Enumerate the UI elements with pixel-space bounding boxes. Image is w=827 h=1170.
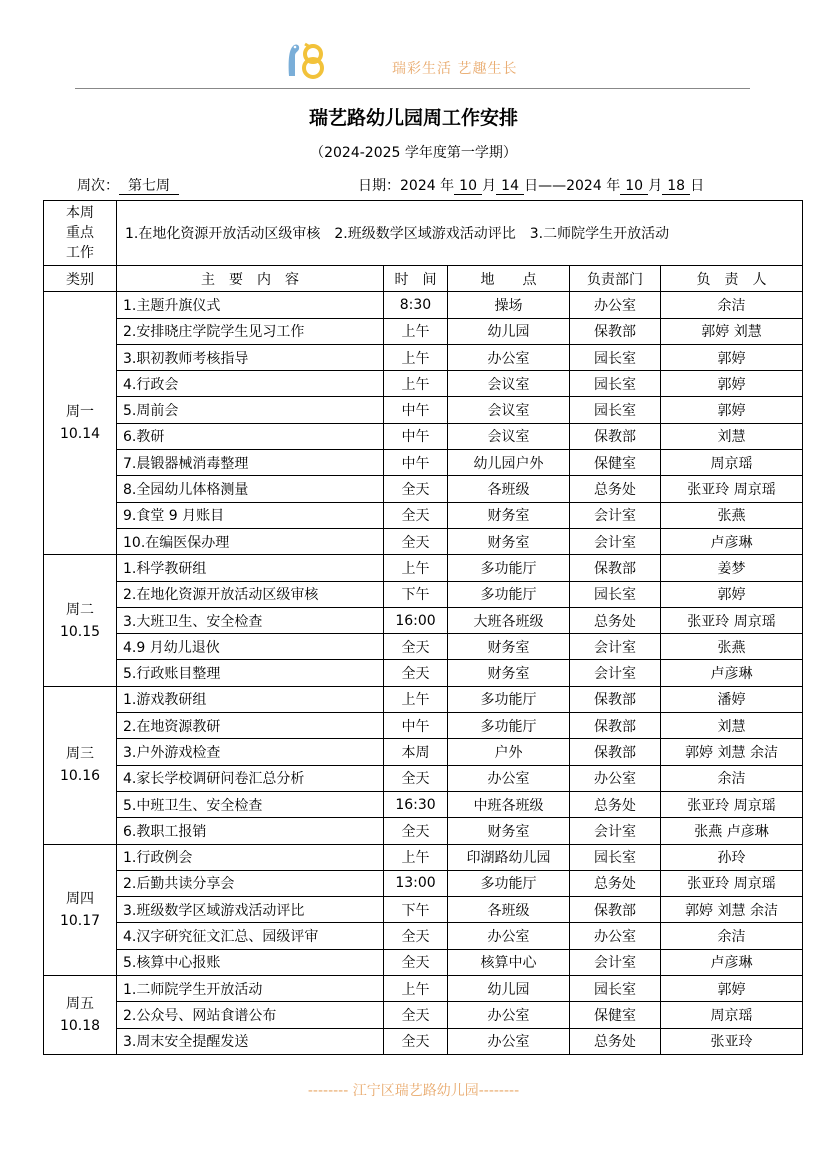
department-cell: 保教部 — [570, 318, 661, 344]
location-cell: 会议室 — [448, 371, 570, 397]
time-cell: 全天 — [384, 765, 448, 791]
department-cell: 总务处 — [570, 476, 661, 502]
location-cell: 办公室 — [448, 765, 570, 791]
time-cell: 上午 — [384, 844, 448, 870]
day-char: 日 — [524, 178, 539, 194]
table-row — [44, 765, 803, 791]
person-cell: 孙玲 — [661, 844, 803, 870]
table-row — [44, 897, 803, 923]
page-title: 瑞艺路幼儿园周工作安排 — [308, 107, 518, 129]
task-cell: 1.二师院学生开放活动 — [117, 976, 384, 1002]
table-row — [44, 739, 803, 765]
location-cell: 多功能厅 — [448, 555, 570, 581]
task-cell: 8.全园幼儿体格测量 — [117, 476, 384, 502]
location-cell: 多功能厅 — [448, 581, 570, 607]
department-cell: 保教部 — [570, 897, 661, 923]
time-cell: 全天 — [384, 1028, 448, 1054]
department-cell: 园长室 — [570, 844, 661, 870]
page-subtitle: （2024-2025 学年度第一学期） — [310, 145, 517, 161]
location-cell: 幼儿园 — [448, 976, 570, 1002]
time-cell: 全天 — [384, 634, 448, 660]
department-cell: 保健室 — [570, 1002, 661, 1028]
table-row — [44, 397, 803, 423]
time-cell: 中午 — [384, 713, 448, 739]
time-cell: 8:30 — [384, 292, 448, 318]
task-cell: 6.教职工报销 — [117, 818, 384, 844]
table-row — [44, 318, 803, 344]
date-label: 日期： — [358, 178, 400, 194]
task-cell: 4.9 月幼儿退伙 — [117, 634, 384, 660]
department-cell: 会计室 — [570, 528, 661, 554]
day-name: 周三 — [66, 746, 94, 763]
time-cell: 全天 — [384, 660, 448, 686]
year-char: 年 — [606, 178, 621, 194]
month-char: 月 — [482, 178, 497, 194]
week-value: 第七周 — [119, 178, 179, 195]
location-cell: 操场 — [448, 292, 570, 318]
location-cell: 多功能厅 — [448, 713, 570, 739]
time-cell: 上午 — [384, 344, 448, 370]
table-row — [44, 476, 803, 502]
location-cell: 多功能厅 — [448, 870, 570, 896]
kindergarten-logo-icon — [283, 40, 327, 80]
end-year: 2024 — [566, 178, 602, 194]
day-cell — [44, 844, 117, 975]
department-cell: 总务处 — [570, 607, 661, 633]
column-header: 地 点 — [448, 266, 570, 292]
column-header: 时 间 — [384, 266, 448, 292]
person-cell: 张燕 — [661, 634, 803, 660]
table-row — [44, 1002, 803, 1028]
department-cell: 保教部 — [570, 423, 661, 449]
person-cell: 郭婷 — [661, 371, 803, 397]
task-cell: 6.教研 — [117, 423, 384, 449]
location-cell: 会议室 — [448, 397, 570, 423]
focus-text: 1.在地化资源开放活动区级审核 2.班级数学区域游戏活动评比 3.二师院学生开放活动 — [117, 201, 803, 266]
person-cell: 郭婷 — [661, 581, 803, 607]
time-cell: 全天 — [384, 818, 448, 844]
date-line — [358, 175, 704, 195]
time-cell: 上午 — [384, 976, 448, 1002]
week-label: 周次： — [77, 178, 119, 194]
department-cell: 保健室 — [570, 450, 661, 476]
time-cell: 全天 — [384, 949, 448, 975]
table-row — [44, 607, 803, 633]
date-dash: —— — [538, 178, 567, 194]
task-cell: 2.公众号、网站食谱公布 — [117, 1002, 384, 1028]
table-row — [44, 976, 803, 1002]
time-cell: 中午 — [384, 397, 448, 423]
day-date: 10.15 — [59, 623, 101, 640]
location-cell: 会议室 — [448, 423, 570, 449]
table-row — [44, 581, 803, 607]
location-cell: 大班各班级 — [448, 607, 570, 633]
location-cell: 多功能厅 — [448, 686, 570, 712]
department-cell: 会计室 — [570, 949, 661, 975]
task-cell: 1.游戏教研组 — [117, 686, 384, 712]
day-date: 10.16 — [59, 768, 101, 785]
time-cell: 下午 — [384, 581, 448, 607]
day-name: 周五 — [66, 995, 94, 1012]
task-cell: 3.户外游戏检查 — [117, 739, 384, 765]
time-cell: 上午 — [384, 371, 448, 397]
table-row — [44, 423, 803, 449]
table-row — [44, 555, 803, 581]
time-cell: 全天 — [384, 528, 448, 554]
day-date: 10.14 — [59, 426, 101, 443]
day-cell — [44, 976, 117, 1055]
department-cell: 保教部 — [570, 713, 661, 739]
table-row — [44, 844, 803, 870]
department-cell: 园长室 — [570, 581, 661, 607]
table-row — [44, 870, 803, 896]
task-cell: 1.主题升旗仪式 — [117, 292, 384, 318]
day-cell — [44, 686, 117, 844]
time-cell: 全天 — [384, 502, 448, 528]
person-cell: 余洁 — [661, 292, 803, 318]
person-cell: 余洁 — [661, 923, 803, 949]
header-slogan: 瑞彩生活 艺趣生长 — [392, 61, 518, 77]
location-cell: 财务室 — [448, 660, 570, 686]
table-row — [44, 660, 803, 686]
time-cell: 16:00 — [384, 607, 448, 633]
year-char: 年 — [440, 178, 455, 194]
person-cell: 张燕 — [661, 502, 803, 528]
person-cell: 张亚玲 周京瑶 — [661, 607, 803, 633]
header-row — [44, 266, 803, 292]
time-cell: 上午 — [384, 686, 448, 712]
time-cell: 全天 — [384, 1002, 448, 1028]
table-row — [44, 791, 803, 817]
table-row — [44, 450, 803, 476]
time-cell: 16:30 — [384, 791, 448, 817]
column-header: 类别 — [44, 266, 117, 292]
time-cell: 上午 — [384, 555, 448, 581]
person-cell: 郭婷 — [661, 397, 803, 423]
person-cell: 张亚玲 周京瑶 — [661, 791, 803, 817]
task-cell: 3.周末安全提醒发送 — [117, 1028, 384, 1054]
column-header: 负 责 人 — [661, 266, 803, 292]
department-cell: 园长室 — [570, 371, 661, 397]
location-cell: 幼儿园 — [448, 318, 570, 344]
task-cell: 5.核算中心报账 — [117, 949, 384, 975]
task-cell: 9.食堂 9 月账目 — [117, 502, 384, 528]
day-date: 10.17 — [59, 912, 101, 929]
department-cell: 保教部 — [570, 555, 661, 581]
location-cell: 各班级 — [448, 476, 570, 502]
department-cell: 总务处 — [570, 791, 661, 817]
time-cell: 中午 — [384, 423, 448, 449]
person-cell: 郭婷 刘慧 余洁 — [661, 739, 803, 765]
department-cell: 总务处 — [570, 870, 661, 896]
column-header: 主 要 内 容 — [117, 266, 384, 292]
time-cell: 本周 — [384, 739, 448, 765]
start-day: 14 — [496, 178, 524, 195]
time-cell: 中午 — [384, 450, 448, 476]
day-cell — [44, 292, 117, 555]
department-cell: 保教部 — [570, 686, 661, 712]
start-year: 2024 — [400, 178, 436, 194]
department-cell: 会计室 — [570, 634, 661, 660]
table-row — [44, 686, 803, 712]
location-cell: 财务室 — [448, 502, 570, 528]
department-cell: 会计室 — [570, 818, 661, 844]
column-header: 负责部门 — [570, 266, 661, 292]
start-month: 10 — [454, 178, 482, 195]
person-cell: 张亚玲 — [661, 1028, 803, 1054]
table-row — [44, 502, 803, 528]
department-cell: 会计室 — [570, 660, 661, 686]
person-cell: 郭婷 刘慧 余洁 — [661, 897, 803, 923]
person-cell: 卢彦琳 — [661, 949, 803, 975]
person-cell: 张亚玲 周京瑶 — [661, 870, 803, 896]
day-char: 日 — [690, 178, 705, 194]
task-cell: 4.行政会 — [117, 371, 384, 397]
department-cell: 总务处 — [570, 1028, 661, 1054]
day-cell — [44, 555, 117, 686]
time-cell: 全天 — [384, 923, 448, 949]
task-cell: 7.晨锻器械消毒整理 — [117, 450, 384, 476]
task-cell: 1.行政例会 — [117, 844, 384, 870]
person-cell: 张燕 卢彦琳 — [661, 818, 803, 844]
table-row — [44, 1028, 803, 1054]
person-cell: 余洁 — [661, 765, 803, 791]
department-cell: 园长室 — [570, 976, 661, 1002]
task-cell: 3.班级数学区域游戏活动评比 — [117, 897, 384, 923]
time-cell: 上午 — [384, 318, 448, 344]
location-cell: 中班各班级 — [448, 791, 570, 817]
end-day: 18 — [662, 178, 690, 195]
task-cell: 5.周前会 — [117, 397, 384, 423]
location-cell: 财务室 — [448, 528, 570, 554]
location-cell: 财务室 — [448, 634, 570, 660]
person-cell: 周京瑶 — [661, 1002, 803, 1028]
month-char: 月 — [648, 178, 663, 194]
task-cell: 1.科学教研组 — [117, 555, 384, 581]
location-cell: 各班级 — [448, 897, 570, 923]
task-cell: 4.汉字研究征文汇总、园级评审 — [117, 923, 384, 949]
location-cell: 办公室 — [448, 1028, 570, 1054]
person-cell: 张亚玲 周京瑶 — [661, 476, 803, 502]
table-row — [44, 292, 803, 318]
day-name: 周二 — [66, 601, 94, 618]
person-cell: 卢彦琳 — [661, 660, 803, 686]
location-cell: 办公室 — [448, 923, 570, 949]
time-cell: 13:00 — [384, 870, 448, 896]
location-cell: 户外 — [448, 739, 570, 765]
person-cell: 刘慧 — [661, 713, 803, 739]
person-cell: 郭婷 — [661, 976, 803, 1002]
department-cell: 办公室 — [570, 765, 661, 791]
table-row — [44, 713, 803, 739]
task-cell: 3.大班卫生、安全检查 — [117, 607, 384, 633]
day-name: 周一 — [66, 404, 94, 421]
time-cell: 全天 — [384, 476, 448, 502]
week-line — [77, 175, 179, 195]
department-cell: 园长室 — [570, 344, 661, 370]
department-cell: 办公室 — [570, 923, 661, 949]
table-row — [44, 923, 803, 949]
person-cell: 姜梦 — [661, 555, 803, 581]
person-cell: 潘婷 — [661, 686, 803, 712]
footer-text: -------- 江宁区瑞艺路幼儿园-------- — [307, 1083, 520, 1099]
table-row — [44, 949, 803, 975]
table-row — [44, 634, 803, 660]
person-cell: 卢彦琳 — [661, 528, 803, 554]
day-date: 10.18 — [59, 1017, 101, 1034]
person-cell: 郭婷 刘慧 — [661, 318, 803, 344]
schedule-table — [43, 200, 803, 1055]
day-name: 周四 — [66, 890, 94, 907]
task-cell: 5.行政账目整理 — [117, 660, 384, 686]
department-cell: 办公室 — [570, 292, 661, 318]
person-cell: 刘慧 — [661, 423, 803, 449]
location-cell: 办公室 — [448, 344, 570, 370]
end-month: 10 — [620, 178, 648, 195]
location-cell: 办公室 — [448, 1002, 570, 1028]
task-cell: 5.中班卫生、安全检查 — [117, 791, 384, 817]
task-cell: 3.职初教师考核指导 — [117, 344, 384, 370]
task-cell: 2.在地化资源开放活动区级审核 — [117, 581, 384, 607]
table-row — [44, 344, 803, 370]
task-cell: 2.在地资源教研 — [117, 713, 384, 739]
location-cell: 财务室 — [448, 818, 570, 844]
table-row — [44, 371, 803, 397]
department-cell: 保教部 — [570, 739, 661, 765]
focus-row — [44, 201, 803, 266]
location-cell: 幼儿园户外 — [448, 450, 570, 476]
task-cell: 10.在编医保办理 — [117, 528, 384, 554]
time-cell: 下午 — [384, 897, 448, 923]
location-cell: 印湖路幼儿园 — [448, 844, 570, 870]
task-cell: 4.家长学校调研问卷汇总分析 — [117, 765, 384, 791]
table-row — [44, 528, 803, 554]
task-cell: 2.后勤共读分享会 — [117, 870, 384, 896]
focus-label: 本周 重点 工作 — [44, 201, 117, 266]
header-divider — [75, 88, 750, 89]
task-cell: 2.安排晓庄学院学生见习工作 — [117, 318, 384, 344]
department-cell: 园长室 — [570, 397, 661, 423]
department-cell: 会计室 — [570, 502, 661, 528]
table-row — [44, 818, 803, 844]
person-cell: 郭婷 — [661, 344, 803, 370]
location-cell: 核算中心 — [448, 949, 570, 975]
person-cell: 周京瑶 — [661, 450, 803, 476]
